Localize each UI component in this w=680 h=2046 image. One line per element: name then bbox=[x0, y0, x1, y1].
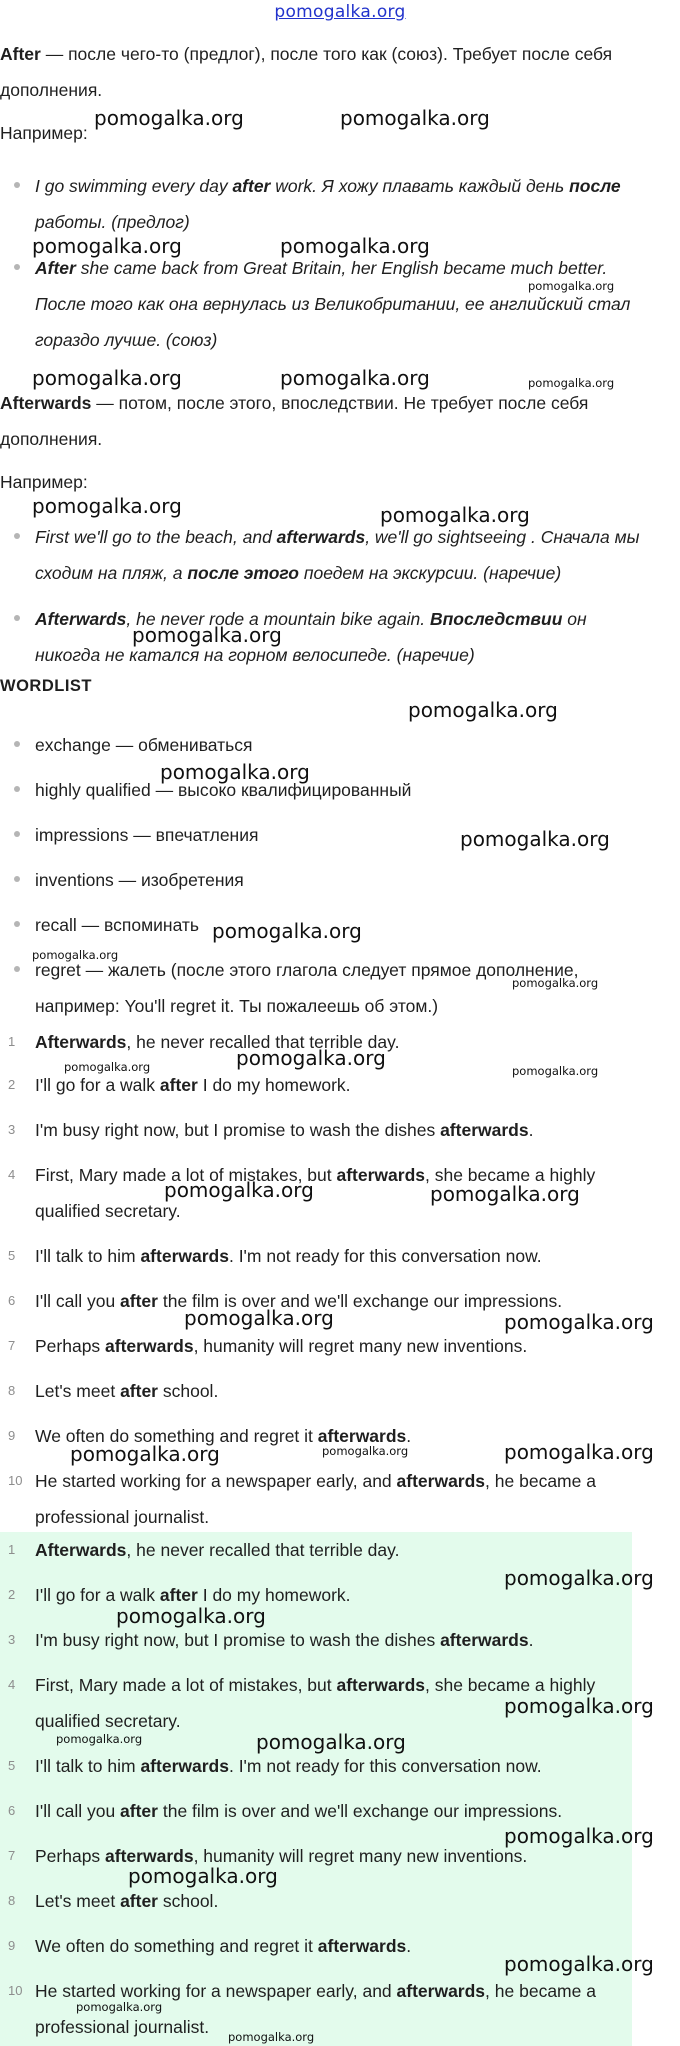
watermark: pomogalka.org bbox=[256, 1730, 406, 1754]
text-fragment: I'll talk to him bbox=[35, 1246, 141, 1266]
text-fragment: Perhaps bbox=[35, 1336, 106, 1356]
text-fragment: school. bbox=[158, 1381, 219, 1401]
answer-number: 6 bbox=[8, 1803, 16, 1818]
watermark: pomogalka.org bbox=[164, 1178, 314, 1202]
bold-fragment: afterwards bbox=[105, 1336, 194, 1356]
after-definition bbox=[0, 36, 660, 108]
bold-fragment: afterwards bbox=[317, 1936, 407, 1956]
text-fragment: school. bbox=[158, 1891, 219, 1911]
wordlist-item-text: recall — вспоминать bbox=[35, 915, 200, 935]
text-fragment: He started working for a newspaper early, and bbox=[35, 1471, 397, 1491]
text-fragment: он никогда не катался на горном велосипеде. (наречие) bbox=[35, 609, 587, 665]
text-fragment: , we'll go sightseeing . Сначала мы сходим на пляж, а bbox=[35, 527, 640, 583]
watermark: pomogalka.org bbox=[504, 1310, 654, 1334]
bold-fragment: afterwards bbox=[276, 527, 366, 547]
text-fragment: , humanity will regret many new inventions. bbox=[193, 1846, 528, 1866]
watermark: pomogalka.org bbox=[64, 1060, 151, 1074]
watermark: pomogalka.org bbox=[504, 1694, 654, 1718]
text-fragment: First, Mary made a lot of mistakes, but bbox=[35, 1675, 337, 1695]
exercise-number: 4 bbox=[8, 1167, 16, 1182]
text-fragment: . bbox=[528, 1120, 534, 1140]
text-fragment: I'll call you bbox=[35, 1801, 121, 1821]
text-fragment: . bbox=[528, 1630, 534, 1650]
exercise-number: 6 bbox=[8, 1293, 16, 1308]
exercise-number: 7 bbox=[8, 1338, 16, 1353]
text-fragment: We often do something and regret it bbox=[35, 1936, 318, 1956]
bullet-icon bbox=[14, 182, 20, 188]
wordlist-item-text: impressions — впечатления bbox=[35, 825, 259, 845]
watermark: pomogalka.org bbox=[228, 2030, 315, 2044]
bold-fragment: afterwards bbox=[396, 1981, 486, 2001]
watermark: pomogalka.org bbox=[56, 1732, 143, 1746]
watermark: pomogalka.org bbox=[116, 1604, 266, 1628]
afterwards-example-text bbox=[35, 601, 655, 673]
bold-fragment: afterwards bbox=[140, 1756, 229, 1776]
bold-fragment: after bbox=[120, 1801, 158, 1821]
wordlist-item-text: exchange — обмениваться bbox=[35, 735, 253, 755]
bold-fragment: Afterwards bbox=[35, 1540, 127, 1560]
answer-number: 3 bbox=[8, 1632, 16, 1647]
answer-sentence bbox=[35, 1883, 635, 1919]
text-fragment: , he became a professional journalist. bbox=[35, 1471, 596, 1527]
text-fragment: . bbox=[406, 1426, 412, 1446]
after-example-text bbox=[35, 168, 655, 240]
text-fragment: I go swimming every day bbox=[35, 176, 233, 196]
watermark: pomogalka.org bbox=[212, 919, 362, 943]
exercise-sentence bbox=[35, 1463, 635, 1535]
bold-fragment: after bbox=[120, 1381, 158, 1401]
bold-fragment: afterwards bbox=[105, 1846, 194, 1866]
afterwards-example-text bbox=[35, 519, 655, 591]
bold-fragment: afterwards bbox=[440, 1120, 529, 1140]
bold-fragment: After bbox=[35, 258, 76, 278]
bold-fragment: after bbox=[120, 1891, 158, 1911]
after-example-text bbox=[35, 250, 655, 358]
text-fragment: We often do something and regret it bbox=[35, 1426, 318, 1446]
text-fragment: the film is over and we'll exchange our impressions. bbox=[157, 1291, 563, 1311]
after-term: After bbox=[0, 44, 41, 64]
watermark: pomogalka.org bbox=[528, 279, 615, 293]
watermark: pomogalka.org bbox=[504, 1566, 654, 1590]
exercise-number: 10 bbox=[8, 1473, 23, 1488]
watermark: pomogalka.org bbox=[430, 1182, 580, 1206]
bullet-icon bbox=[14, 741, 20, 747]
watermark: pomogalka.org bbox=[32, 366, 182, 390]
after-definition-text: — после чего-то (предлог), после того как (союз). Требует после себя дополнения. bbox=[0, 44, 613, 100]
exercise-number: 9 bbox=[8, 1428, 16, 1443]
exercise-number: 8 bbox=[8, 1383, 16, 1398]
watermark: pomogalka.org bbox=[512, 976, 599, 990]
text-fragment: Let's meet bbox=[35, 1381, 121, 1401]
exercise-number: 3 bbox=[8, 1122, 16, 1137]
watermark: pomogalka.org bbox=[322, 1444, 409, 1458]
answer-number: 4 bbox=[8, 1677, 16, 1692]
bold-fragment: after bbox=[232, 176, 271, 196]
watermark: pomogalka.org bbox=[504, 1824, 654, 1848]
text-fragment: I'll call you bbox=[35, 1291, 121, 1311]
watermark: pomogalka.org bbox=[70, 1442, 220, 1466]
answer-number: 9 bbox=[8, 1938, 16, 1953]
text-fragment: I'll go for a walk bbox=[35, 1585, 160, 1605]
wordlist-item-text: regret — жалеть (после этого глагола следует прямое дополнение, например: You'll regret it. Ты пожалеешь об этом.) bbox=[35, 960, 579, 1016]
answer-number: 1 bbox=[8, 1542, 16, 1557]
answer-number: 10 bbox=[8, 1983, 23, 1998]
bullet-icon bbox=[14, 921, 20, 927]
watermark: pomogalka.org bbox=[340, 106, 490, 130]
example-label-2: Например: bbox=[0, 472, 88, 492]
exercise-sentence bbox=[35, 1238, 635, 1274]
text-fragment: Let's meet bbox=[35, 1891, 121, 1911]
text-fragment: , humanity will regret many new inventions. bbox=[193, 1336, 528, 1356]
watermark: pomogalka.org bbox=[236, 1046, 386, 1070]
text-fragment: работы. (предлог) bbox=[35, 212, 190, 232]
text-fragment: , she became a highly qualified secretary. bbox=[35, 1165, 596, 1221]
text-fragment: , he became a professional journalist. bbox=[35, 1981, 596, 2037]
watermark: pomogalka.org bbox=[76, 2000, 163, 2014]
watermark: pomogalka.org bbox=[160, 760, 310, 784]
watermark: pomogalka.org bbox=[528, 376, 615, 390]
text-fragment: she came back from Great Britain, her English became much better. После того как она вернулась из Великобритании, ее английский стал гораздо лучше. (союз) bbox=[35, 258, 631, 350]
answer-number: 5 bbox=[8, 1758, 16, 1773]
wordlist-heading: WORDLIST bbox=[0, 677, 92, 695]
bold-fragment: после bbox=[569, 176, 621, 196]
text-fragment: поедем на экскурсии. (наречие) bbox=[299, 563, 562, 583]
text-fragment: I'll go for a walk bbox=[35, 1075, 160, 1095]
text-fragment: . bbox=[406, 1936, 412, 1956]
answer-number: 8 bbox=[8, 1893, 16, 1908]
exercise-number: 5 bbox=[8, 1248, 16, 1263]
watermark: pomogalka.org bbox=[32, 234, 182, 258]
bold-fragment: afterwards bbox=[317, 1426, 407, 1446]
watermark: pomogalka.org bbox=[128, 1864, 278, 1888]
text-fragment: First we'll go to the beach, and bbox=[35, 527, 277, 547]
bullet-icon bbox=[14, 533, 20, 539]
watermark: pomogalka.org bbox=[504, 1440, 654, 1464]
text-fragment: I'm busy right now, but I promise to wash the dishes bbox=[35, 1120, 441, 1140]
example-label-1: Например: bbox=[0, 123, 88, 143]
watermark: pomogalka.org bbox=[504, 1952, 654, 1976]
watermark: pomogalka.org bbox=[380, 503, 530, 527]
text-fragment: Perhaps bbox=[35, 1846, 106, 1866]
wordlist-item-text: highly qualified — высоко квалифицированный bbox=[35, 780, 412, 800]
bullet-icon bbox=[14, 876, 20, 882]
bold-fragment: Afterwards bbox=[35, 1032, 127, 1052]
exercise-sentence bbox=[35, 1112, 635, 1148]
text-fragment: , he never recalled that terrible day. bbox=[126, 1540, 400, 1560]
answer-number: 7 bbox=[8, 1848, 16, 1863]
bold-fragment: afterwards bbox=[336, 1165, 425, 1185]
afterwards-definition-text: — потом, после этого, впоследствии. Не требует после себя дополнения. bbox=[0, 393, 589, 449]
bullet-icon bbox=[14, 615, 20, 621]
watermark: pomogalka.org bbox=[512, 1064, 599, 1078]
bold-fragment: после этого bbox=[187, 563, 299, 583]
watermark: pomogalka.org bbox=[32, 948, 119, 962]
bold-fragment: after bbox=[120, 1291, 158, 1311]
afterwards-term: Afterwards bbox=[0, 393, 92, 413]
text-fragment: I'll talk to him bbox=[35, 1756, 141, 1776]
text-fragment: I do my homework. bbox=[197, 1075, 351, 1095]
text-fragment: the film is over and we'll exchange our impressions. bbox=[157, 1801, 563, 1821]
text-fragment: , he never recalled that terrible day. bbox=[126, 1032, 400, 1052]
bold-fragment: afterwards bbox=[440, 1630, 529, 1650]
exercise-number: 2 bbox=[8, 1077, 16, 1092]
text-fragment: I'm busy right now, but I promise to wash the dishes bbox=[35, 1630, 441, 1650]
watermark: pomogalka.org bbox=[460, 827, 610, 851]
answer-number: 2 bbox=[8, 1587, 16, 1602]
bold-fragment: afterwards bbox=[396, 1471, 486, 1491]
text-fragment: He started working for a newspaper early, and bbox=[35, 1981, 397, 2001]
watermark: pomogalka.org bbox=[280, 234, 430, 258]
text-fragment: , he never rode a mountain bike again. bbox=[126, 609, 430, 629]
text-fragment: First, Mary made a lot of mistakes, but bbox=[35, 1165, 337, 1185]
watermark: pomogalka.org bbox=[280, 366, 430, 390]
exercise-number: 1 bbox=[8, 1034, 16, 1049]
exercise-sentence bbox=[35, 1373, 635, 1409]
answer-sentence bbox=[35, 1532, 635, 1568]
text-fragment: . I'm not ready for this conversation now. bbox=[228, 1246, 542, 1266]
text-fragment: work. Я хожу плавать каждый день bbox=[270, 176, 570, 196]
watermark: pomogalka.org bbox=[94, 106, 244, 130]
watermark: pomogalka.org bbox=[32, 494, 182, 518]
bullet-icon bbox=[14, 966, 20, 972]
bold-fragment: Впоследствии bbox=[429, 609, 563, 629]
watermark: pomogalka.org bbox=[184, 1306, 334, 1330]
bold-fragment: Afterwards bbox=[35, 609, 127, 629]
watermark: pomogalka.org bbox=[132, 623, 282, 647]
afterwards-definition bbox=[0, 385, 660, 457]
bold-fragment: afterwards bbox=[336, 1675, 425, 1695]
bold-fragment: after bbox=[159, 1075, 198, 1095]
text-fragment: . I'm not ready for this conversation now. bbox=[228, 1756, 542, 1776]
text-fragment: , she became a highly qualified secretary. bbox=[35, 1675, 596, 1731]
text-fragment: I do my homework. bbox=[197, 1585, 351, 1605]
bullet-icon bbox=[14, 786, 20, 792]
bold-fragment: after bbox=[159, 1585, 198, 1605]
bold-fragment: afterwards bbox=[140, 1246, 229, 1266]
bullet-icon bbox=[14, 831, 20, 837]
watermark: pomogalka.org bbox=[408, 698, 558, 722]
bullet-icon bbox=[14, 264, 20, 270]
site-header-link[interactable]: pomogalka.org bbox=[274, 2, 406, 22]
wordlist-item-text: inventions — изобретения bbox=[35, 870, 244, 890]
